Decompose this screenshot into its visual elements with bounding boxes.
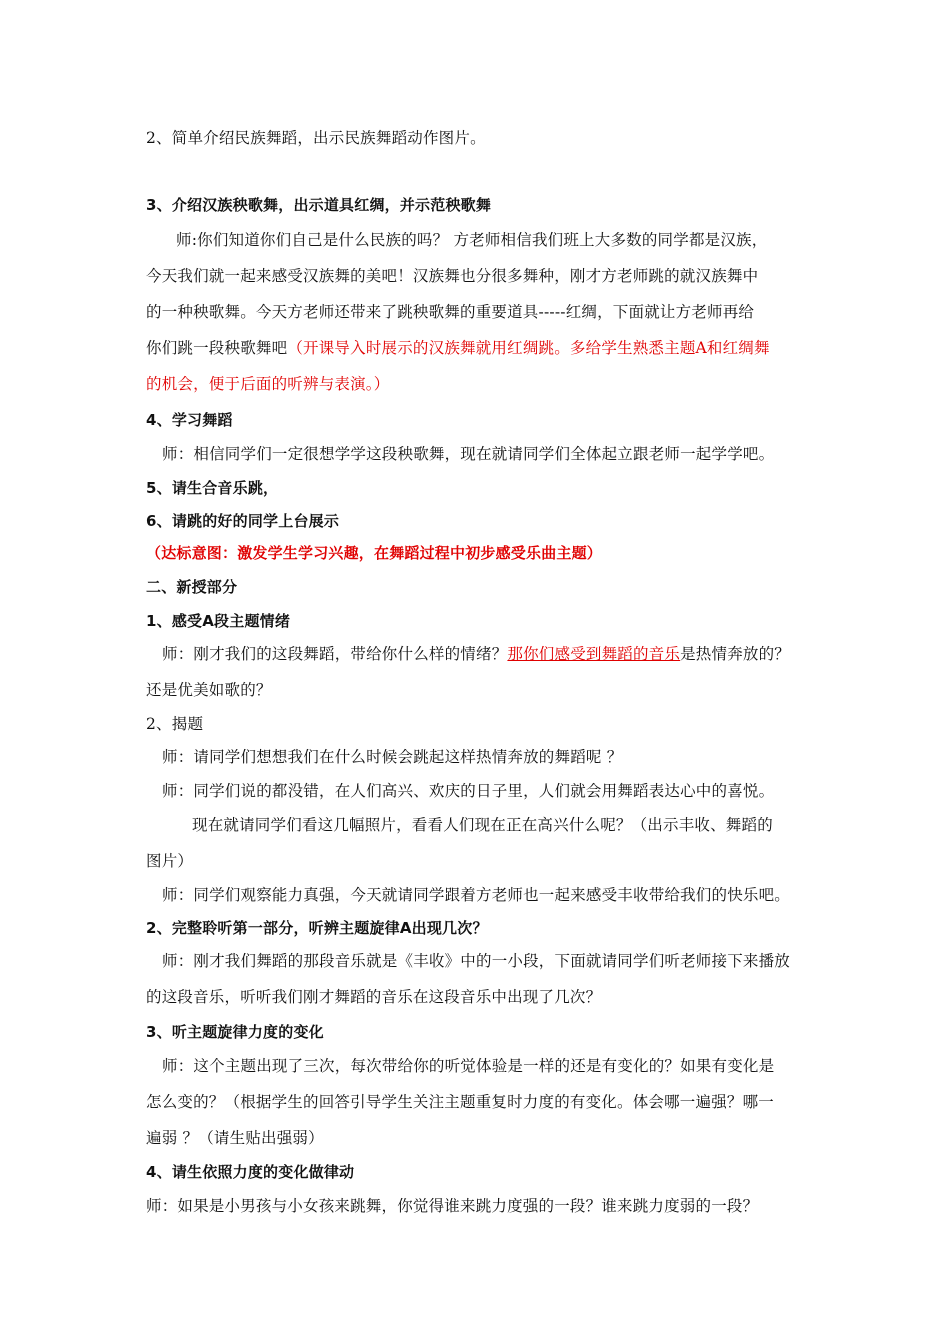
section-heading-new-lesson: 二、新授部分 bbox=[146, 578, 238, 596]
paragraph-line: 的这段音乐，听听我们刚才舞蹈的音乐在这段音乐中出现了几次？ bbox=[146, 988, 602, 1006]
teaching-note-red: （开课导入时展示的汉族舞就用红绸跳。多给学生熟悉主题A和红绸舞 bbox=[287, 339, 770, 357]
heading-3-dynamics: 3、听主题旋律力度的变化 bbox=[146, 1023, 324, 1041]
paragraph-line: 师：相信同学们一定很想学学这段秧歌舞，现在就请同学们全体起立跟老师一起学学吧。 bbox=[162, 445, 775, 463]
paragraph-line: 师:你们知道你们自己是什么民族的吗？ 方老师相信我们班上大多数的同学都是汉族， bbox=[176, 231, 768, 249]
heading-6: 6、请跳的好的同学上台展示 bbox=[146, 512, 340, 530]
paragraph-line: 的一种秧歌舞。今天方老师还带来了跳秧歌舞的重要道具-----红绸，下面就让方老师再给 bbox=[146, 303, 755, 321]
paragraph-line bbox=[146, 337, 950, 359]
paragraph-line bbox=[162, 643, 950, 665]
paragraph-line: 图片） bbox=[146, 852, 194, 870]
paragraph-line: 怎么变的？（根据学生的回答引导学生关注主题重复时力度的有变化。体会哪一遍强？哪一 bbox=[146, 1093, 775, 1111]
paragraph-line: 师：如果是小男孩与小女孩来跳舞，你觉得谁来跳力度强的一段？谁来跳力度弱的一段？ bbox=[146, 1197, 759, 1215]
paragraph-line: 今天我们就一起来感受汉族舞的美吧！汉族舞也分很多舞种，刚才方老师跳的就汉族舞中 bbox=[146, 267, 759, 285]
heading-2-reveal-title: 2、揭题 bbox=[146, 715, 204, 733]
paragraph-line: 现在就请同学们看这几幅照片，看看人们现在正在高兴什么呢？（出示丰收、舞蹈的 bbox=[192, 816, 773, 834]
paragraph-line: 师：刚才我们舞蹈的那段音乐就是《丰收》中的一小段，下面就请同学们听老师接下来播放 bbox=[162, 952, 791, 970]
objective-note-red: （达标意图：激发学生学习兴趣，在舞蹈过程中初步感受乐曲主题） bbox=[146, 544, 603, 562]
heading-4-movement: 4、请生依照力度的变化做律动 bbox=[146, 1163, 355, 1181]
paragraph-text: 是热情奔放的？ bbox=[680, 645, 791, 663]
heading-3-yangge-dance: 3、介绍汉族秧歌舞，出示道具红绸，并示范秧歌舞 bbox=[146, 196, 492, 214]
paragraph-line: 师：同学们观察能力真强，今天就请同学跟着方老师也一起来感受丰收带给我们的快乐吧。 bbox=[162, 886, 791, 904]
paragraph-line: 还是优美如歌的？ bbox=[146, 681, 272, 699]
paragraph-text: 你们跳一段秧歌舞吧 bbox=[146, 339, 288, 357]
paragraph-line: 师：同学们说的都没错，在人们高兴、欢庆的日子里，人们就会用舞蹈表达心中的喜悦。 bbox=[162, 782, 775, 800]
paragraph-line: 师：这个主题出现了三次，每次带给你的听觉体验是一样的还是有变化的？如果有变化是 bbox=[162, 1057, 775, 1075]
paragraph-text: 师：刚才我们的这段舞蹈，带给你什么样的情绪？ bbox=[162, 645, 508, 663]
teaching-note-red: 的机会，便于后面的听辨与表演。） bbox=[146, 375, 390, 393]
heading-5: 5、请生合音乐跳， bbox=[146, 479, 279, 497]
heading-2-full-listening: 2、完整聆听第一部分，听辨主题旋律A出现几次？ bbox=[146, 919, 488, 937]
paragraph-line: 师：请同学们想想我们在什么时候会跳起这样热情奔放的舞蹈呢 ？ bbox=[162, 748, 623, 766]
item-2-intro-folk-dance: 2、简单介绍民族舞蹈，出示民族舞蹈动作图片。 bbox=[146, 129, 486, 147]
paragraph-line: 遍弱 ？（请生贴出强弱） bbox=[146, 1129, 324, 1147]
heading-4-learn-dance: 4、学习舞蹈 bbox=[146, 411, 233, 429]
heading-1-theme-a: 1、感受A段主题情绪 bbox=[146, 612, 291, 630]
underlined-red-text: 那你们感受到舞蹈的音乐 bbox=[507, 645, 681, 663]
